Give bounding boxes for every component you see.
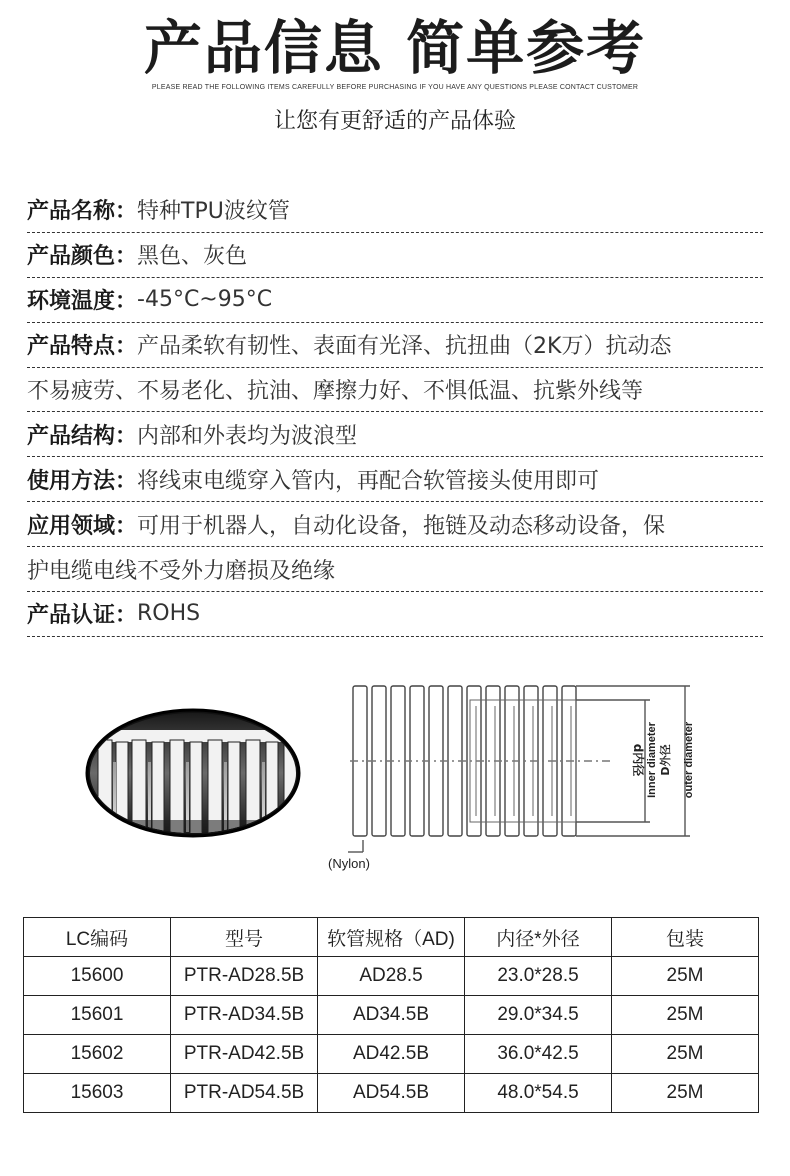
spec-line [27,188,763,233]
table-cell: PTR-AD34.5B [171,996,318,1035]
table-row [24,1074,759,1113]
table-cell: AD28.5 [318,957,465,996]
spec-line-continued [27,368,763,413]
table-cell: AD42.5B [318,1035,465,1074]
spec-value: -45°C~95°C [137,287,273,313]
inner-diameter-en: Inner diameter [646,722,658,798]
material-label: (Nylon) [328,856,370,871]
subtitle-chinese: 让您有更舒适的产品体验 [273,109,516,134]
spec-value: 不易疲劳、不易老化、抗油、摩擦力好、不惧低温、抗紫外线等 [27,379,644,404]
spec-table [23,917,759,1113]
inner-diameter-cn: d内径 [631,743,645,777]
table-cell: 36.0*42.5 [465,1035,612,1074]
spec-label: 产品名称： [27,199,138,225]
table-row [24,996,759,1035]
table-cell: PTR-AD28.5B [171,957,318,996]
table-header-row [24,918,759,957]
table-cell: PTR-AD54.5B [171,1074,318,1113]
spec-label: 使用方法： [27,468,138,494]
spec-label: 应用领域： [27,513,138,539]
column-header: LC编码 [24,918,171,957]
column-header: 包装 [612,918,759,957]
outer-diameter-cn: D外径 [659,744,672,776]
spec-line [27,323,763,368]
spec-line-continued [27,547,763,592]
table-cell: 48.0*54.5 [465,1074,612,1113]
spec-list [27,188,763,637]
table-cell: 25M [612,957,759,996]
spec-label: 产品特点： [27,334,138,360]
cross-section-icon [80,710,310,844]
table-cell: PTR-AD42.5B [171,1035,318,1074]
spec-label: 产品结构： [27,423,138,449]
spec-line [27,457,763,502]
table-cell: 25M [612,1035,759,1074]
spec-label: 环境温度： [27,289,138,315]
tube-diagram [0,670,790,900]
column-header: 软管规格（AD) [318,918,465,957]
spec-value: ROHS [137,601,201,627]
subtitle-english: PLEASE READ THE FOLLOWING ITEMS CAREFULLY BEFORE PURCHASING IF YOU HAVE ANY QUESTIONS PLEASE CONTACT CUSTOMER [151,84,639,91]
table-cell: AD54.5B [318,1074,465,1113]
column-header: 型号 [171,918,318,957]
spec-value: 护电缆电线不受外力磨损及绝缘 [27,558,336,584]
table-row [24,957,759,996]
column-header: 内径*外径 [465,918,612,957]
spec-label: 产品认证： [27,603,138,629]
spec-value: 产品柔软有韧性、表面有光泽、抗扭曲（2K万）抗动态 [137,334,672,360]
spec-value: 将线束电缆穿入管内，再配合软管接头使用即可 [137,468,600,494]
spec-line [27,592,763,637]
table-cell: 29.0*34.5 [465,996,612,1035]
table-cell: 15600 [24,957,171,996]
table-cell: AD34.5B [318,996,465,1035]
table-cell: 23.0*28.5 [465,957,612,996]
page-title: 产品信息 简单参考 [143,14,647,82]
spec-line [27,278,763,323]
table-cell: 25M [612,996,759,1035]
spec-line [27,233,763,278]
table-cell: 15603 [24,1074,171,1113]
spec-label: 产品颜色： [27,244,138,270]
spec-line [27,412,763,457]
outer-diameter-en: outer diameter [683,721,695,799]
spec-line [27,502,763,547]
spec-value: 黑色、灰色 [137,244,248,270]
spec-value: 内部和外表均为波浪型 [137,423,358,449]
table-row [24,1035,759,1074]
table-cell: 15602 [24,1035,171,1074]
spec-value: 可用于机器人，自动化设备，拖链及动态移动设备，保 [137,513,666,539]
spec-value: 特种TPU波纹管 [137,199,290,225]
table-cell: 15601 [24,996,171,1035]
table-cell: 25M [612,1074,759,1113]
